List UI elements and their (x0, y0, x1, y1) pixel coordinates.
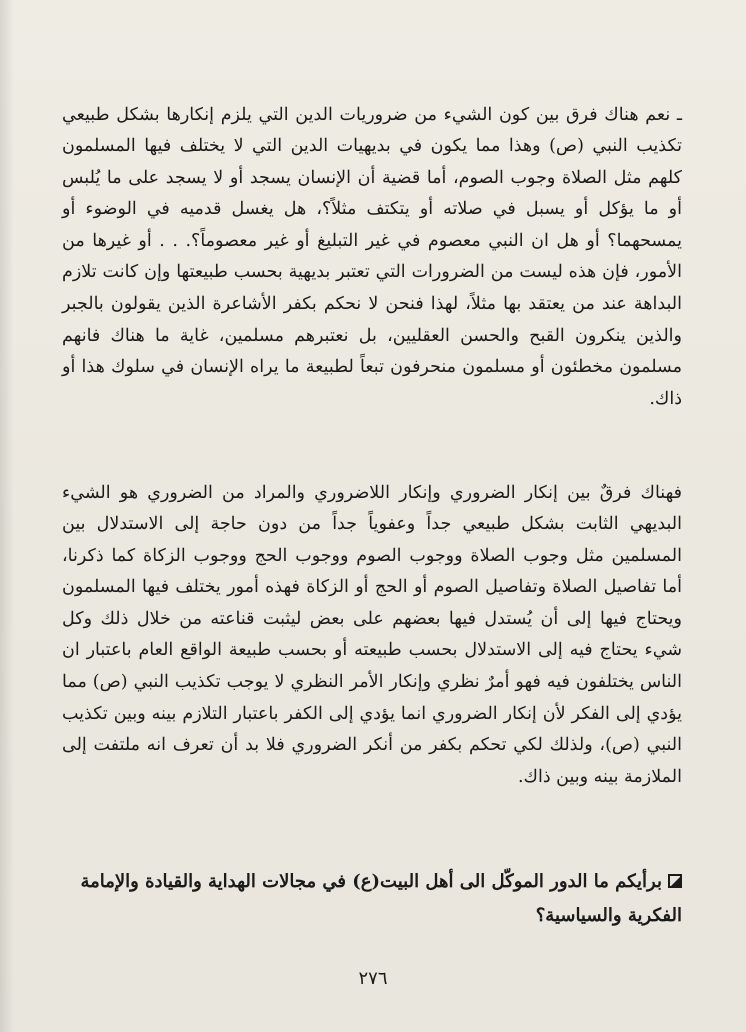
question-text: برأيكم ما الدور الموكّل الى أهل البيت(ع) في مجالات الهداية والقيادة والإمامة الفكرية والسياسية؟ (80, 871, 682, 926)
question-block (62, 865, 682, 933)
page-edge-shadow (0, 0, 14, 1032)
answer-paragraph-2: فهناك فرقٌ بين إنكار الضروري وإنكار اللاضروري والمراد من الضروري هو الشيء البديهي الثابت بشكل طبيعي جداً وعفوياً جداً من دون حاجة إلى الاستدلال بين المسلمين مثل وجوب الصلاة ووجوب الصوم ووجوب الحج ووجوب الزكاة كما ذكرنا، أما تفاصيل الصلاة وتفاصيل الصوم أو الحج أو الزكاة فهذه أمور يختلف فيها المسلمون ويحتاج فيها إلى أن يُستدل فيها بعضهم على بعض ليثبت قناعته من خلال ذلك وكل شيء يحتاج فيه إلى الاستدلال بحسب طبيعته أو بحسب طبيعة الواقع العام باعتبار ان الناس يختلفون فيه فهو أمرٌ نظري وإنكار الأمر النظري لا يوجب تكذيب النبي (ص) مما يؤدي إلى الفكر لأن إنكار الضروري انما يؤدي إلى الكفر باعتبار التلازم بينه وبين تكذيب النبي (ص)، ولذلك لكي تحكم بكفر من أنكر الضروري فلا بد أن تعرف انه ملتفت إلى الملازمة بينه وبين ذاك. (62, 482, 682, 787)
answer-paragraph-1: ـ نعم هناك فرق بين كون الشيء من ضروريات الدين التي يلزم إنكارها بشكل طبيعي تكذيب النبي (ص) وهذا مما يكون في بديهيات الدين التي لا يختلف فيها المسلمون كلهم مثل الصلاة وجوب الصوم، أما قضية أن الإنسان يسجد أو لا يسجد على ما يُلبس أو ما يؤكل أو يسبل في صلاته أو يتكتف مثلاً؟، هل يغسل قدميه في الوضوء أو يمسحهما؟ أو هل ان النبي معصوم في غير التبليغ أو غير معصوماً؟. . . أو غيرها من الأمور، فإن هذه ليست من الضرورات التي تعتبر بديهية بحسب طبيعتها وإن كانت تلازم البداهة عند من يعتقد بها مثلاً، لهذا فنحن لا نحكم بكفر الأشاعرة الذين يقولون بالجبر والذين ينكرون القبح والحسن العقليين، بل نعتبرهم مسلمين، غاية ما هناك فانهم مسلمون مخطئون أو مسلمون منحرفون تبعاً لطبيعة ما يراه الإنسان في سلوك هذا أو ذاك. (62, 104, 682, 409)
page-number: ٢٧٦ (358, 968, 388, 989)
question-heading (62, 865, 682, 933)
checkbox-square-icon (668, 874, 682, 888)
